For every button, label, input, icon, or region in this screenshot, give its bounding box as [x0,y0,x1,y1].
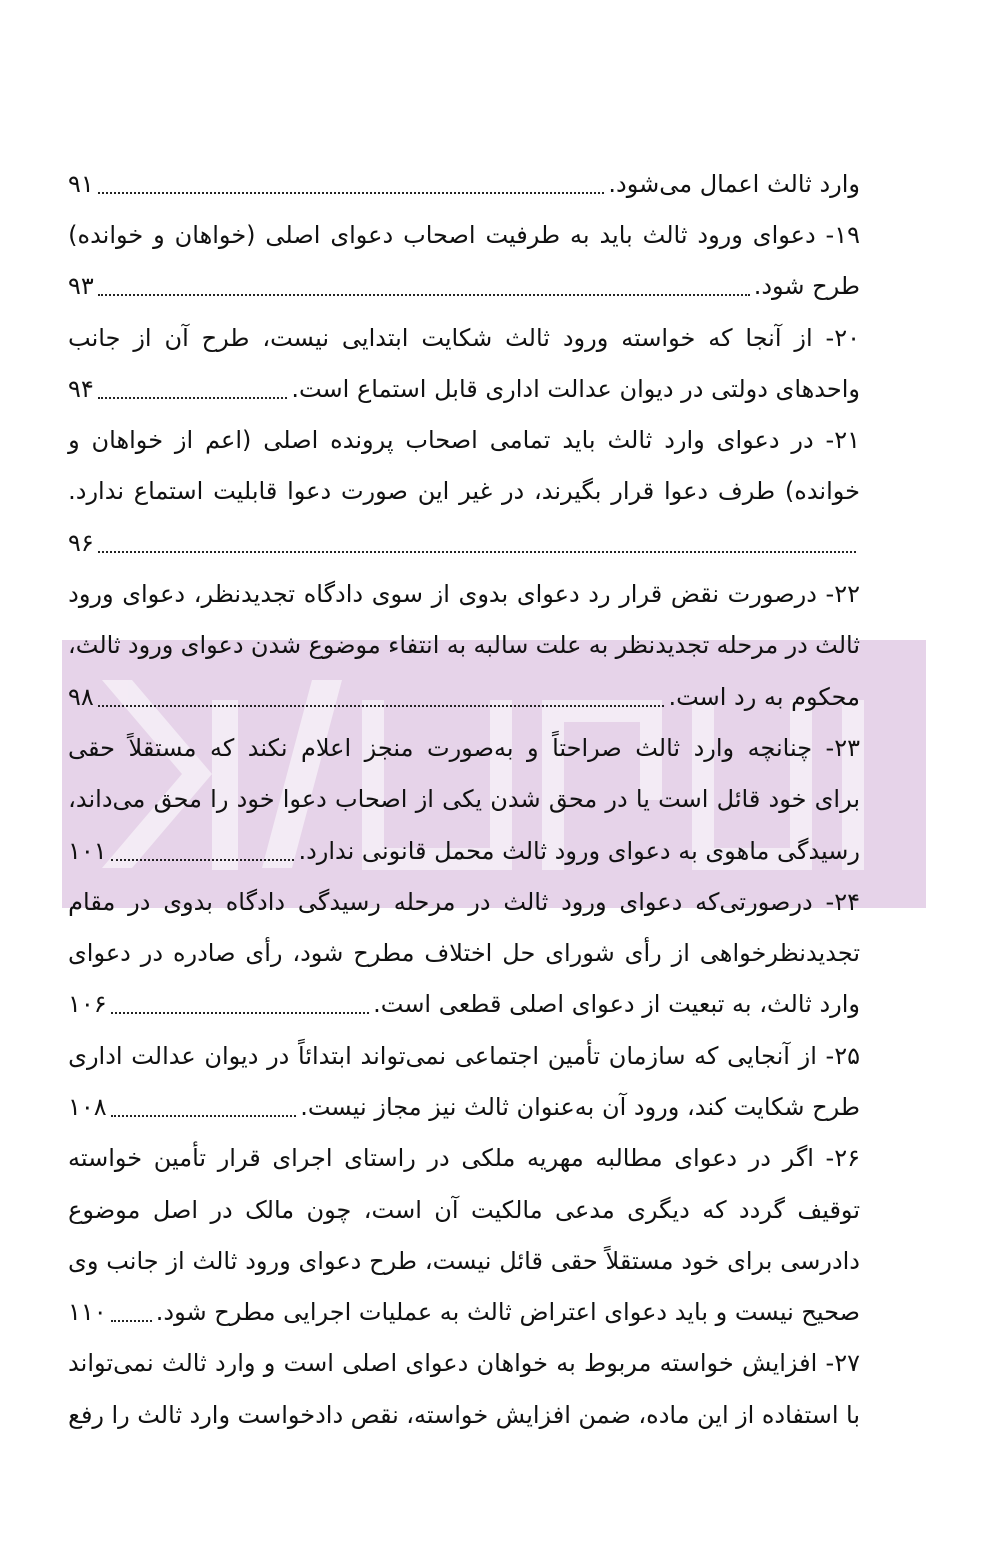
toc-entry [68,722,860,876]
toc-entry-last-line [68,1081,860,1132]
toc-entry-line: ۱۹- دعوای ورود ثالث باید به طرفیت اصحاب دعوای اصلی (خواهان و خوانده) [68,220,860,249]
toc-entry-last-line [68,517,860,568]
page-number: ۹۱ [68,169,94,198]
toc-entry-last-line [68,825,860,876]
toc-entry-line: دادرسی برای خود مستقلاً حقی قائل نیست، طرح دعوای ورود ثالث از جانب وی [68,1246,860,1275]
page-number: ۱۰۶ [68,990,107,1019]
toc-entry-last-line [68,261,860,312]
toc-entry-title-end: صحیح نیست و باید دعوای اعتراض ثالث به عملیات اجرایی مطرح شود. [155,1298,860,1327]
page-number: ۹۳ [68,272,94,301]
toc-entry [68,568,860,722]
dot-leader [111,859,295,861]
toc-entry-last-line [68,1287,860,1338]
page-number: ۱۰۸ [68,1092,107,1121]
toc-entry [68,1030,860,1133]
toc-entry [68,876,860,1030]
toc-entry-last-line [68,671,860,722]
toc-entry-line: ۲۷- افزایش خواسته مربوط به خواهان دعوای اصلی است و وارد ثالث نمی‌تواند [68,1349,860,1378]
toc-entry-line: با استفاده از این ماده، ضمن افزایش خواسته، نقص دادخواست وارد ثالث را رفع [68,1400,860,1429]
toc-entry-line: ۲۰- از آنجا که خواسته ورود ثالث شکایت ابتدایی نیست، طرح آن از جانب [68,323,860,352]
dot-leader [111,1320,152,1322]
dot-leader [111,1012,369,1014]
toc-entry-last-line [68,363,860,414]
page-number: ۹۶ [68,528,94,557]
toc-entry [68,414,860,568]
toc-entry-line: ۲۶- اگر در دعوای مطالبه مهریه ملکی در راستای اجرای قرار تأمین خواسته [68,1144,860,1173]
page-number: ۹۸ [68,682,94,711]
dot-leader [98,551,856,553]
toc-entry [68,158,860,209]
toc-entry-line: ثالث در مرحله تجدیدنظر به علت سالبه به انتفاء موضوع شدن دعوای ورود ثالث، [68,631,860,660]
dot-leader [98,397,288,399]
dot-leader [98,705,665,707]
toc-entry-line: تجدیدنظرخواهی از رأی شورای حل اختلاف مطرح شود، رأی صادره در دعوای [68,939,860,968]
toc-entry-title-end: رسیدگی ماهوی به دعوای ورود ثالث محمل قانونی ندارد. [298,836,860,865]
table-of-contents [68,158,860,1440]
toc-entry-title-end: وارد ثالث، به تبعیت از دعوای اصلی قطعی است. [373,990,860,1019]
toc-entry-line: خوانده) طرف دعوا قرار بگیرند، در غیر این صورت دعوا قابلیت استماع ندارد. [68,477,860,506]
toc-entry-line: ۲۱- در دعوای وارد ثالث باید تمامی اصحاب پرونده اصلی (اعم از خواهان و [68,426,860,455]
toc-entry [68,1133,860,1338]
toc-entry [68,312,860,415]
toc-entry [68,1338,860,1441]
toc-entry-last-line [68,158,860,209]
toc-entry-line: برای خود قائل است یا در محق شدن یکی از اصحاب دعوا خود را محق می‌داند، [68,785,860,814]
toc-entry-last-line [68,979,860,1030]
toc-entry-line: ۲۵- از آنجایی که سازمان تأمین اجتماعی نمی‌تواند ابتدائاً در دیوان عدالت اداری [68,1041,860,1070]
toc-entry [68,209,860,312]
dot-leader [111,1115,297,1117]
toc-entry-title-end: طرح شود. [753,272,860,301]
dot-leader [98,294,750,296]
toc-entry-title-end: طرح شکایت کند، ورود آن به‌عنوان ثالث نیز مجاز نیست. [300,1092,860,1121]
toc-entry-line: ۲۲- درصورت نقض قرار رد دعوای بدوی از سوی دادگاه تجدیدنظر، دعوای ورود [68,580,860,609]
toc-entry-title-end: واحدهای دولتی در دیوان عدالت اداری قابل استماع است. [291,374,860,403]
toc-entry-line: ۲۳- چنانچه وارد ثالث صراحتاً و به‌صورت منجز اعلام نکند که مستقلاً حقی [68,733,860,762]
toc-entry-title-end: وارد ثالث اعمال می‌شود. [608,169,860,198]
page-number: ۱۱۰ [68,1298,107,1327]
page-number: ۹۴ [68,374,94,403]
page-number: ۱۰۱ [68,836,107,865]
toc-entry-line: ۲۴- درصورتی‌که دعوای ورود ثالث در مرحله رسیدگی دادگاه بدوی در مقام [68,887,860,916]
dot-leader [98,192,605,194]
toc-entry-title-end: محکوم به رد است. [668,682,860,711]
toc-entry-line: توقیف گردد که دیگری مدعی مالکیت آن است، چون مالک در اصل موضوع [68,1195,860,1224]
